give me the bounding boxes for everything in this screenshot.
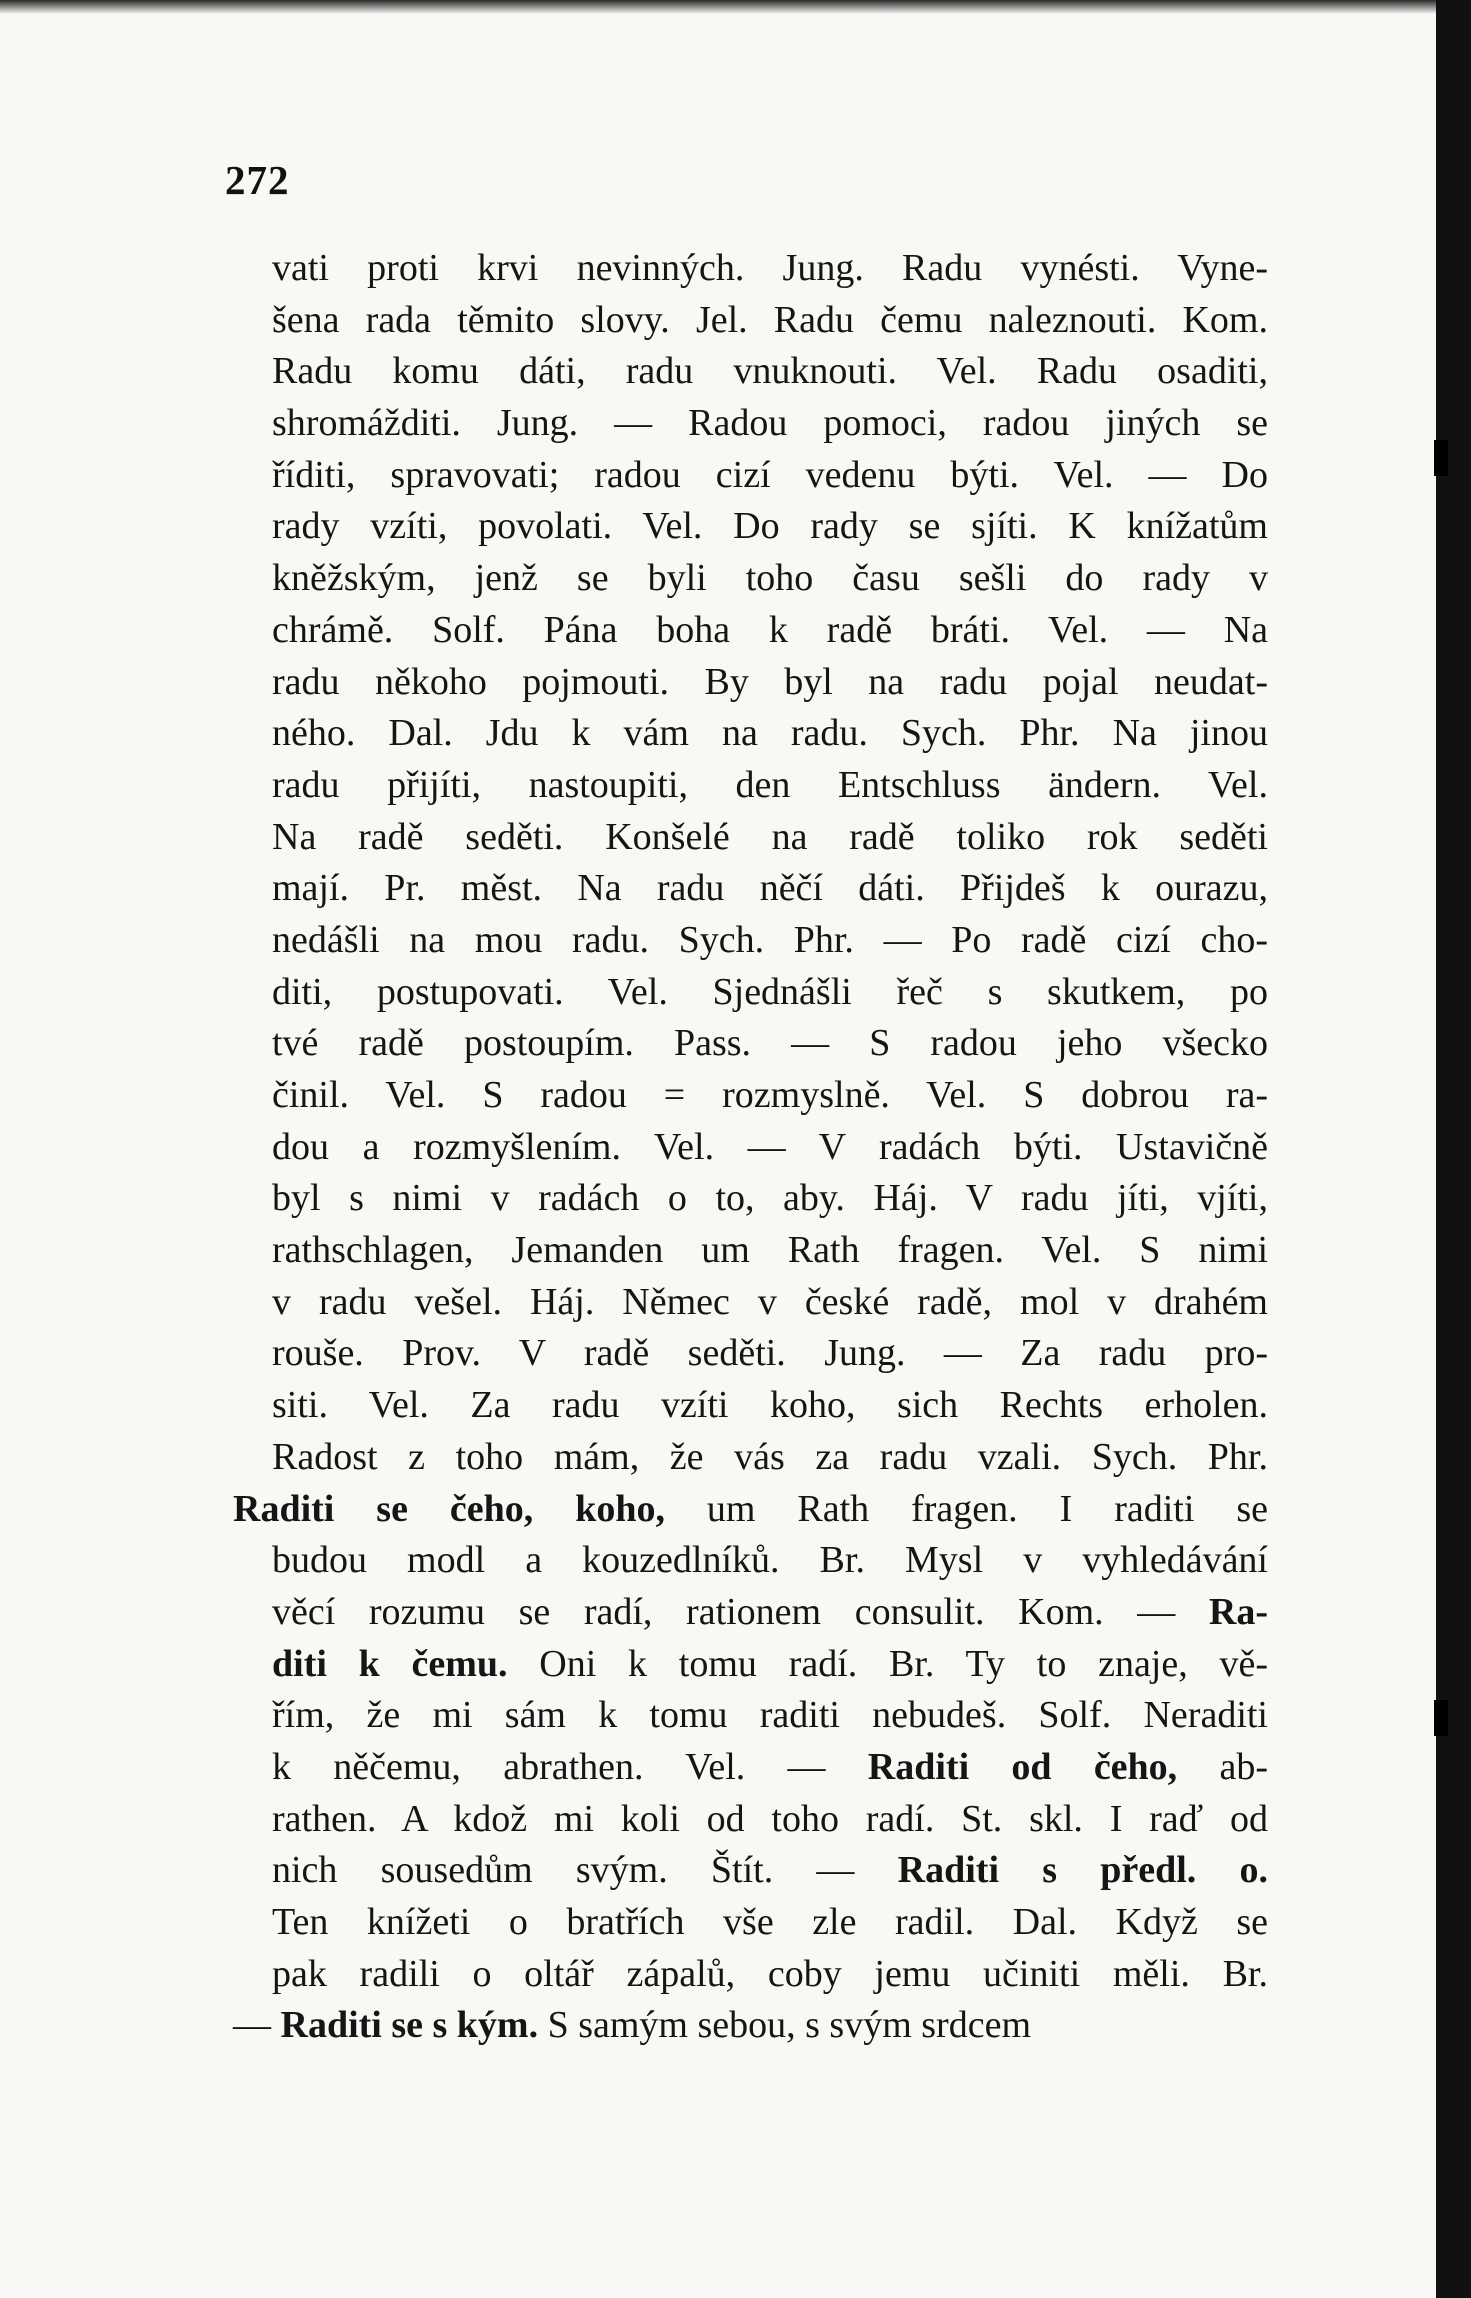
text-run: věcí rozumu se radí, rationem consulit. Kom. — (272, 1590, 1209, 1633)
text-run: S samým sebou, s svým srdcem (538, 2004, 1032, 2047)
bold-headword: Raditi od čeho, (867, 1745, 1178, 1788)
bold-headword: Raditi se čeho, koho, (233, 1487, 665, 1530)
text-run: v radu vešel. Háj. Němec v české radě, mol v drahém (272, 1280, 1268, 1323)
text-line (272, 1122, 1268, 1174)
text-line (272, 1432, 1268, 1484)
text-line (272, 1277, 1268, 1329)
text-run: um Rath fragen. I raditi se (664, 1487, 1268, 1530)
text-line (272, 1535, 1268, 1587)
text-line (272, 1690, 1268, 1742)
text-line (272, 708, 1268, 760)
bold-headword: Ra- (1208, 1590, 1268, 1633)
text-line (272, 967, 1268, 1019)
margin-mark (1434, 1700, 1448, 1736)
text-run: Radu komu dáti, radu vnuknouti. Vel. Radu osaditi, (272, 350, 1268, 393)
text-line (272, 863, 1268, 915)
text-run: činil. Vel. S radou = rozmyslně. Vel. S dobrou ra- (272, 1074, 1268, 1116)
text-run: nedášli na mou radu. Sych. Phr. — Po radě cizí cho- (272, 918, 1268, 961)
text-line (272, 1328, 1268, 1380)
text-line (272, 1845, 1268, 1897)
text-line (272, 553, 1268, 605)
text-line (272, 812, 1268, 864)
scan-edge (1436, 0, 1471, 2298)
text-line (272, 605, 1268, 657)
text-line (272, 501, 1268, 553)
text-run: vati proti krvi nevinných. Jung. Radu vynésti. Vyne- (272, 247, 1268, 289)
text-line (233, 2000, 1268, 2052)
text-line (272, 657, 1268, 709)
text-run: rouše. Prov. V radě seděti. Jung. — Za radu pro- (272, 1332, 1268, 1375)
text-run: radu někoho pojmouti. By byl na radu pojal neudat- (272, 660, 1268, 703)
text-run: řím, že mi sám k tomu raditi nebudeš. Solf. Neraditi (272, 1694, 1268, 1737)
bold-headword: diti k čemu. (272, 1642, 508, 1685)
text-line (272, 1639, 1268, 1691)
text-run: dou a rozmyšlením. Vel. — V radách býti. Ustavičně (272, 1125, 1268, 1168)
text-run: rathschlagen, Jemanden um Rath fragen. Vel. S nimi (272, 1229, 1268, 1272)
text-line (272, 295, 1268, 347)
text-run: kněžským, jenž se byli toho času sešli do rady v (272, 557, 1268, 600)
text-run: rady vzíti, povolati. Vel. Do rady se sjíti. K knížatům (272, 505, 1268, 548)
text-run: ab- (1177, 1745, 1268, 1788)
margin-mark (1434, 440, 1448, 476)
text-line (272, 760, 1268, 812)
text-run: Oni k tomu radí. Br. Ty to znaje, vě- (507, 1642, 1269, 1685)
text-line (272, 346, 1268, 398)
text-line (233, 1484, 1268, 1536)
text-line (272, 1742, 1268, 1794)
text-line (272, 915, 1268, 967)
text-run: byl s nimi v radách o to, aby. Háj. V radu jíti, vjíti, (272, 1177, 1268, 1220)
text-run: pak radili o oltář zápalů, coby jemu učiniti měli. Br. (272, 1952, 1268, 1995)
text-line (272, 1173, 1268, 1225)
text-line (272, 450, 1268, 502)
text-run: diti, postupovati. Vel. Sjednášli řeč s skutkem, po (272, 970, 1268, 1013)
text-line (272, 243, 1268, 295)
text-run: říditi, spravovati; radou cizí vedenu býti. Vel. — Do (272, 453, 1268, 496)
text-run: šena rada těmito slovy. Jel. Radu čemu naleznouti. Kom. (272, 298, 1268, 341)
text-run: Ten knížeti o bratřích vše zle radil. Dal. Když se (272, 1901, 1268, 1943)
bold-headword: Raditi se s kým. (280, 2004, 539, 2047)
text-run: — (233, 2004, 281, 2047)
text-line (272, 1225, 1268, 1277)
text-run: tvé radě postoupím. Pass. — S radou jeho všecko (272, 1022, 1268, 1065)
text-line (272, 1587, 1268, 1639)
text-run: budou modl a kouzedlníků. Br. Mysl v vyhledávání (272, 1539, 1268, 1582)
text-line (272, 1897, 1268, 1949)
text-run: radu přijíti, nastoupiti, den Entschluss ändern. Vel. (272, 763, 1268, 806)
text-line (272, 1794, 1268, 1846)
page-number: 272 (225, 157, 290, 203)
text-run: Radost z toho mám, že vás za radu vzali. Sych. Phr. (272, 1435, 1268, 1478)
page-top-shadow (0, 0, 1440, 14)
text-run: Na radě seděti. Konšelé na radě toliko rok seděti (272, 815, 1268, 858)
text-run: mají. Pr. měst. Na radu něčí dáti. Přijdeš k ourazu, (272, 867, 1268, 910)
text-run: shromážditi. Jung. — Radou pomoci, radou jiných se (272, 402, 1268, 445)
text-run: ného. Dal. Jdu k vám na radu. Sych. Phr. Na jinou (272, 712, 1268, 755)
text-line (272, 1380, 1268, 1432)
text-run: rathen. A kdož mi koli od toho radí. St. skl. I raď od (272, 1797, 1268, 1840)
bold-headword: Raditi s předl. o. (897, 1849, 1268, 1892)
text-run: nich sousedům svým. Štít. — (272, 1849, 898, 1892)
text-run: siti. Vel. Za radu vzíti koho, sich Rechts erholen. (272, 1384, 1268, 1427)
text-run: k něčemu, abrathen. Vel. — (272, 1745, 868, 1788)
text-run: chrámě. Solf. Pána boha k radě bráti. Vel. — Na (272, 608, 1268, 651)
text-line (272, 1018, 1268, 1070)
text-line (272, 1949, 1268, 2001)
text-line (272, 398, 1268, 450)
text-line (272, 1070, 1268, 1122)
body-text (233, 243, 1269, 2052)
